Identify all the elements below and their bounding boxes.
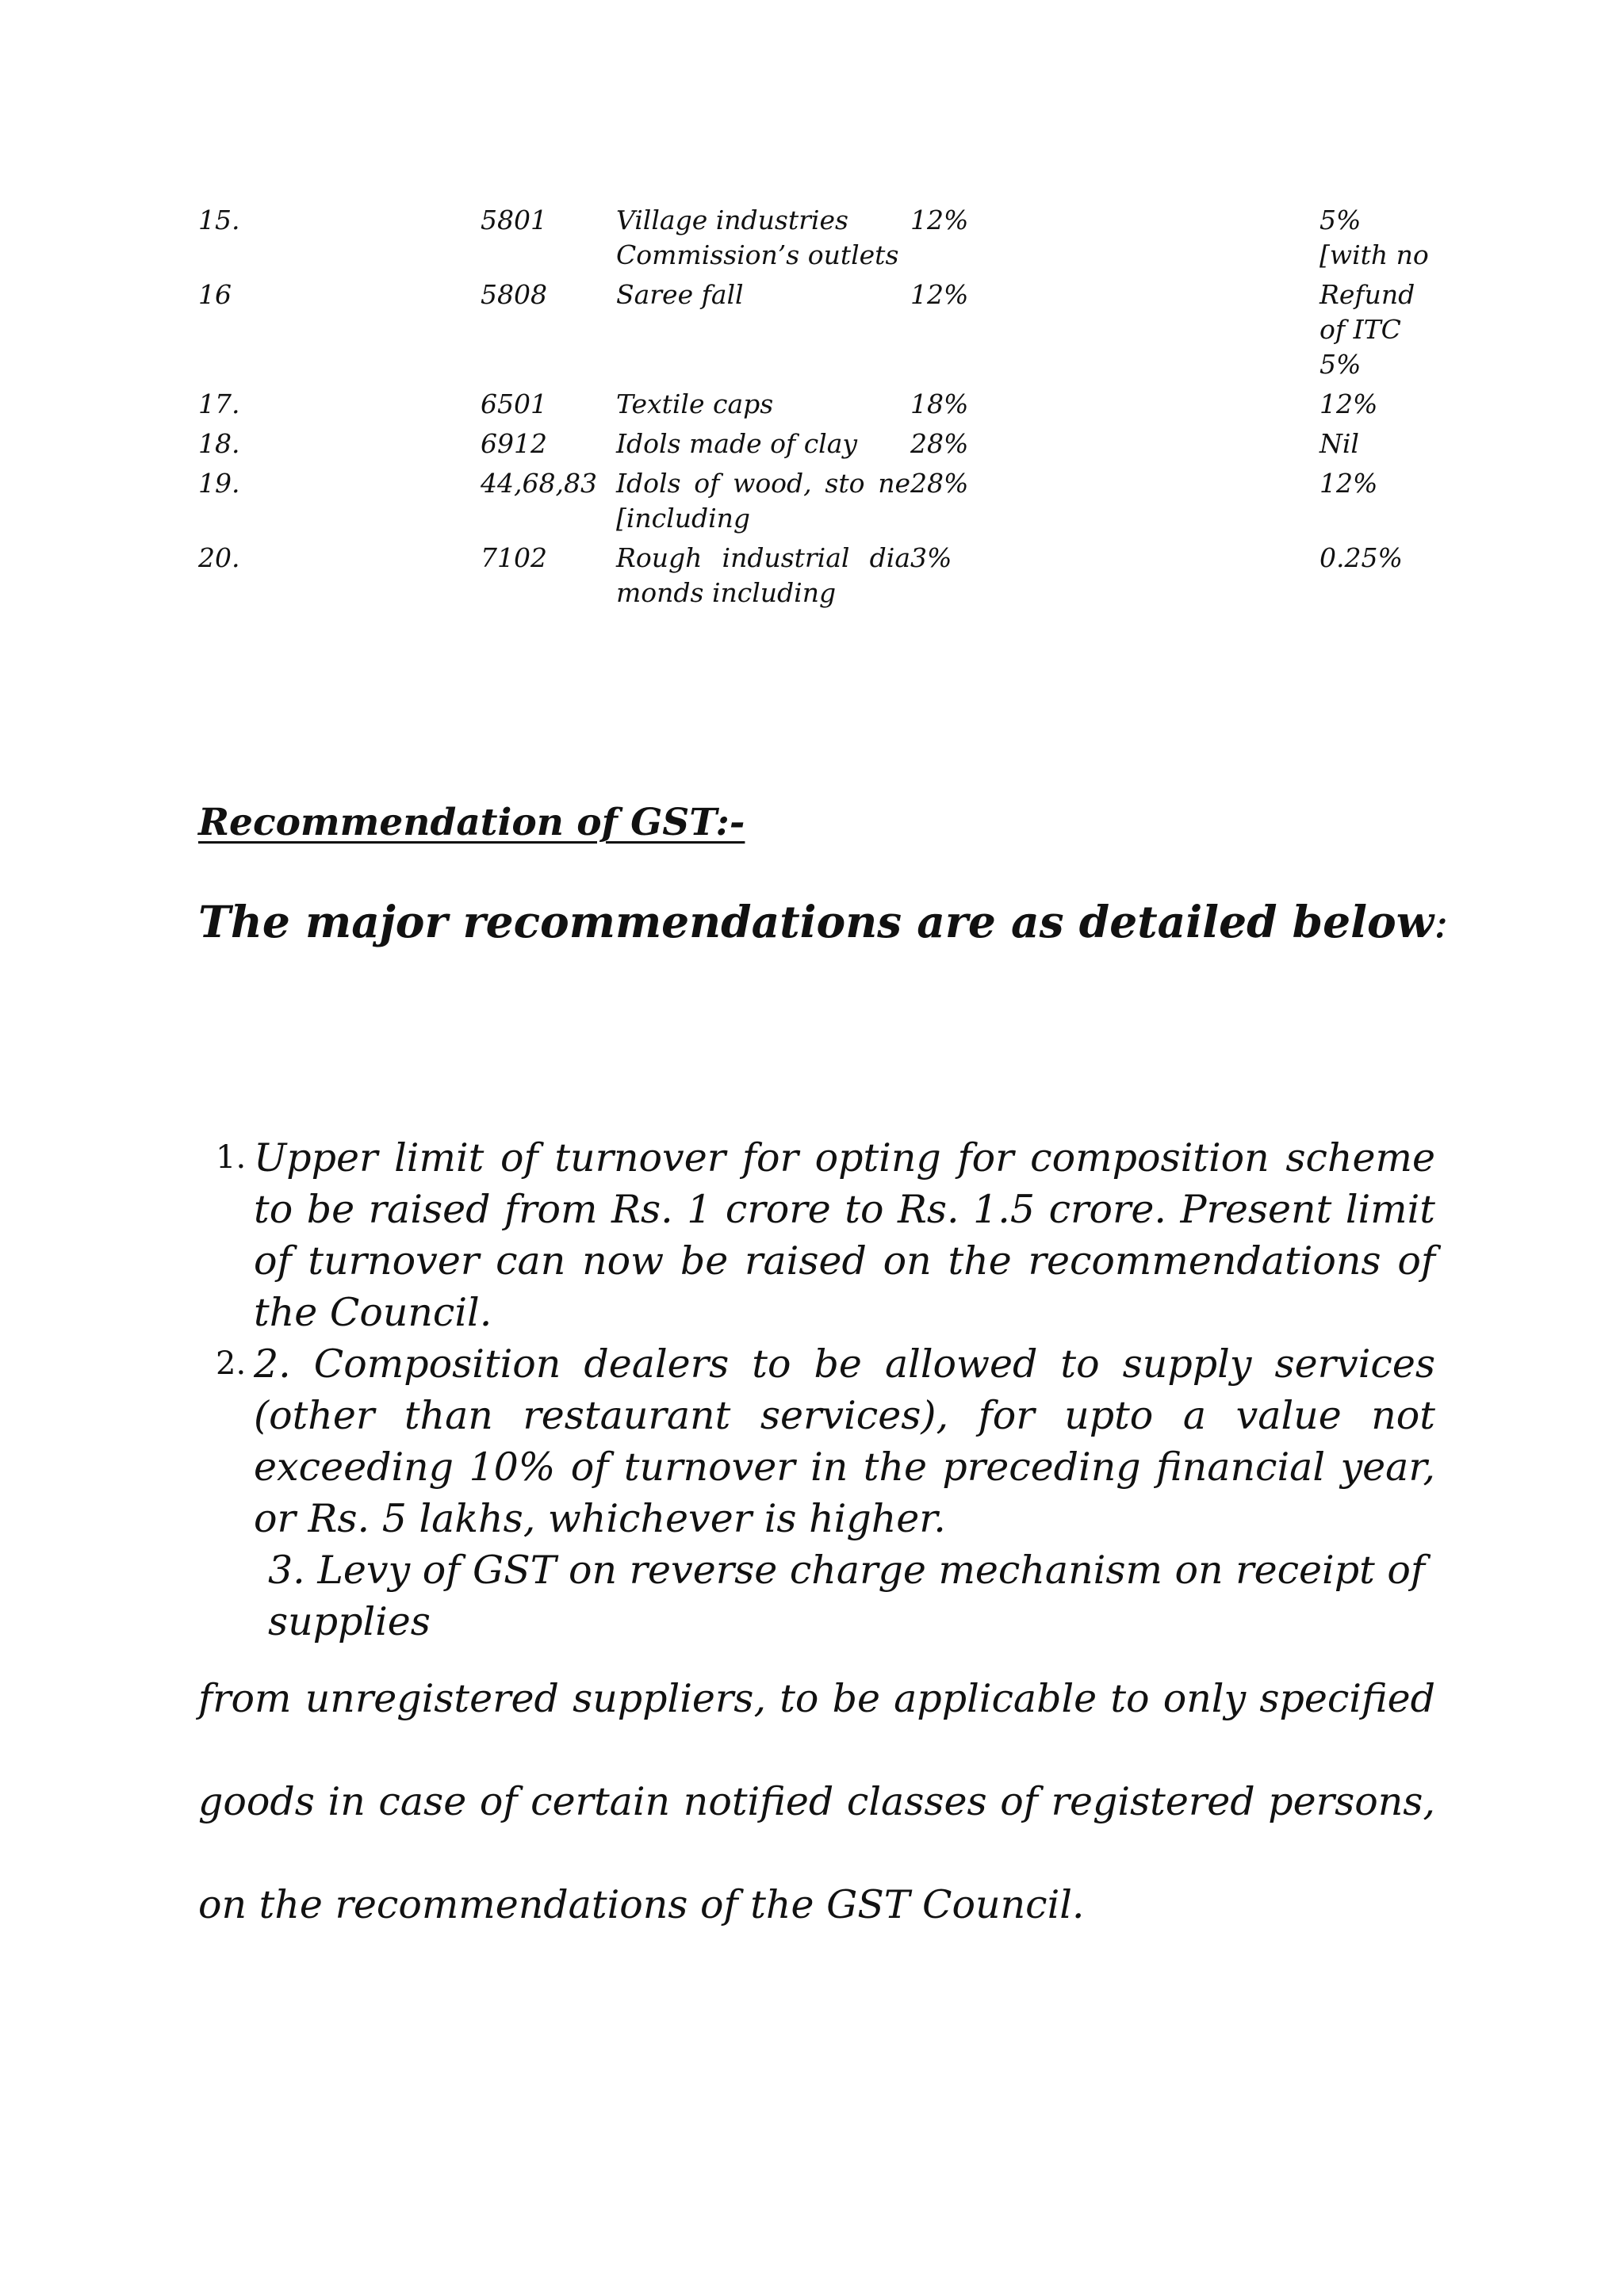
hsn-code: 5808 [481, 279, 547, 310]
table-row [198, 387, 1435, 422]
list-item-number: 1. [216, 1139, 247, 1176]
hsn-code: 44,68,83 [481, 468, 597, 499]
old-rate: 28% [910, 468, 969, 499]
item-description: Saree fall [616, 279, 744, 310]
list-item-continuation: from unregistered suppliers, to be applicable to only specified goods in case of certain notified classes of registered persons, on the recommendations of the GST Council. [198, 1676, 1435, 1927]
intro-heading-text: The major recommendations are as detailed below [198, 896, 1434, 947]
old-rate: 28% [910, 428, 969, 459]
section-heading: Recommendation of GST:- [198, 801, 745, 844]
hsn-code: 5801 [481, 205, 547, 235]
item-description: Idols of wood, sto ne [including [616, 468, 910, 534]
serial-number: 18. [198, 428, 240, 459]
item-description: Textile caps [616, 388, 774, 419]
item-description: Village industries Commission’s outlets [616, 205, 899, 270]
table-row [198, 466, 1435, 536]
new-rate: 12% [1320, 388, 1378, 419]
serial-number: 16 [198, 279, 232, 310]
list-item-text: 3. Levy of GST on reverse charge mechanism on receipt of supplies [268, 1548, 1425, 1644]
list-item-text: 2. Composition dealers to be allowed to supply services (other than restaurant services), for upto a value not exceeding 10% of turnover in the preceding financial year, or Rs. 5 lakhs, whichever is higher. [254, 1341, 1435, 1541]
table-row [198, 203, 1435, 273]
list-item [198, 1544, 1435, 1647]
list-item [198, 1132, 1435, 1338]
serial-number: 17. [198, 388, 240, 419]
table-row [198, 541, 1435, 610]
old-rate: 3% [910, 542, 952, 573]
intro-heading [198, 896, 1449, 947]
new-rate: 0.25% [1320, 542, 1403, 573]
list-item-text: Upper limit of turnover for opting for composition scheme to be raised from Rs. 1 crore to Rs. 1.5 crore. Present limit of turnover can now be raised on the recommendations of the Council. [254, 1135, 1435, 1335]
serial-number: 20. [198, 542, 240, 573]
gst-rate-table [198, 203, 1435, 610]
serial-number: 19. [198, 468, 240, 499]
list-item-number: 2. [216, 1345, 247, 1382]
hsn-code: 6501 [481, 388, 547, 419]
list-item [198, 1338, 1435, 1544]
new-rate: Nil [1320, 428, 1359, 459]
recommendations-list [198, 1132, 1435, 1957]
hsn-code: 7102 [481, 542, 547, 573]
intro-heading-colon: : [1434, 897, 1449, 947]
old-rate: 18% [910, 388, 969, 419]
hsn-code: 6912 [481, 428, 547, 459]
item-description: Rough industrial dia monds including [616, 542, 910, 608]
item-description: Idols made of clay [616, 428, 858, 459]
new-rate: Refund of ITC 5% [1320, 279, 1415, 380]
table-row [198, 427, 1435, 461]
new-rate: 5% [with no [1320, 205, 1429, 270]
old-rate: 12% [910, 205, 969, 235]
table-row [198, 277, 1435, 382]
old-rate: 12% [910, 279, 969, 310]
new-rate: 12% [1320, 468, 1378, 499]
serial-number: 15. [198, 205, 240, 235]
